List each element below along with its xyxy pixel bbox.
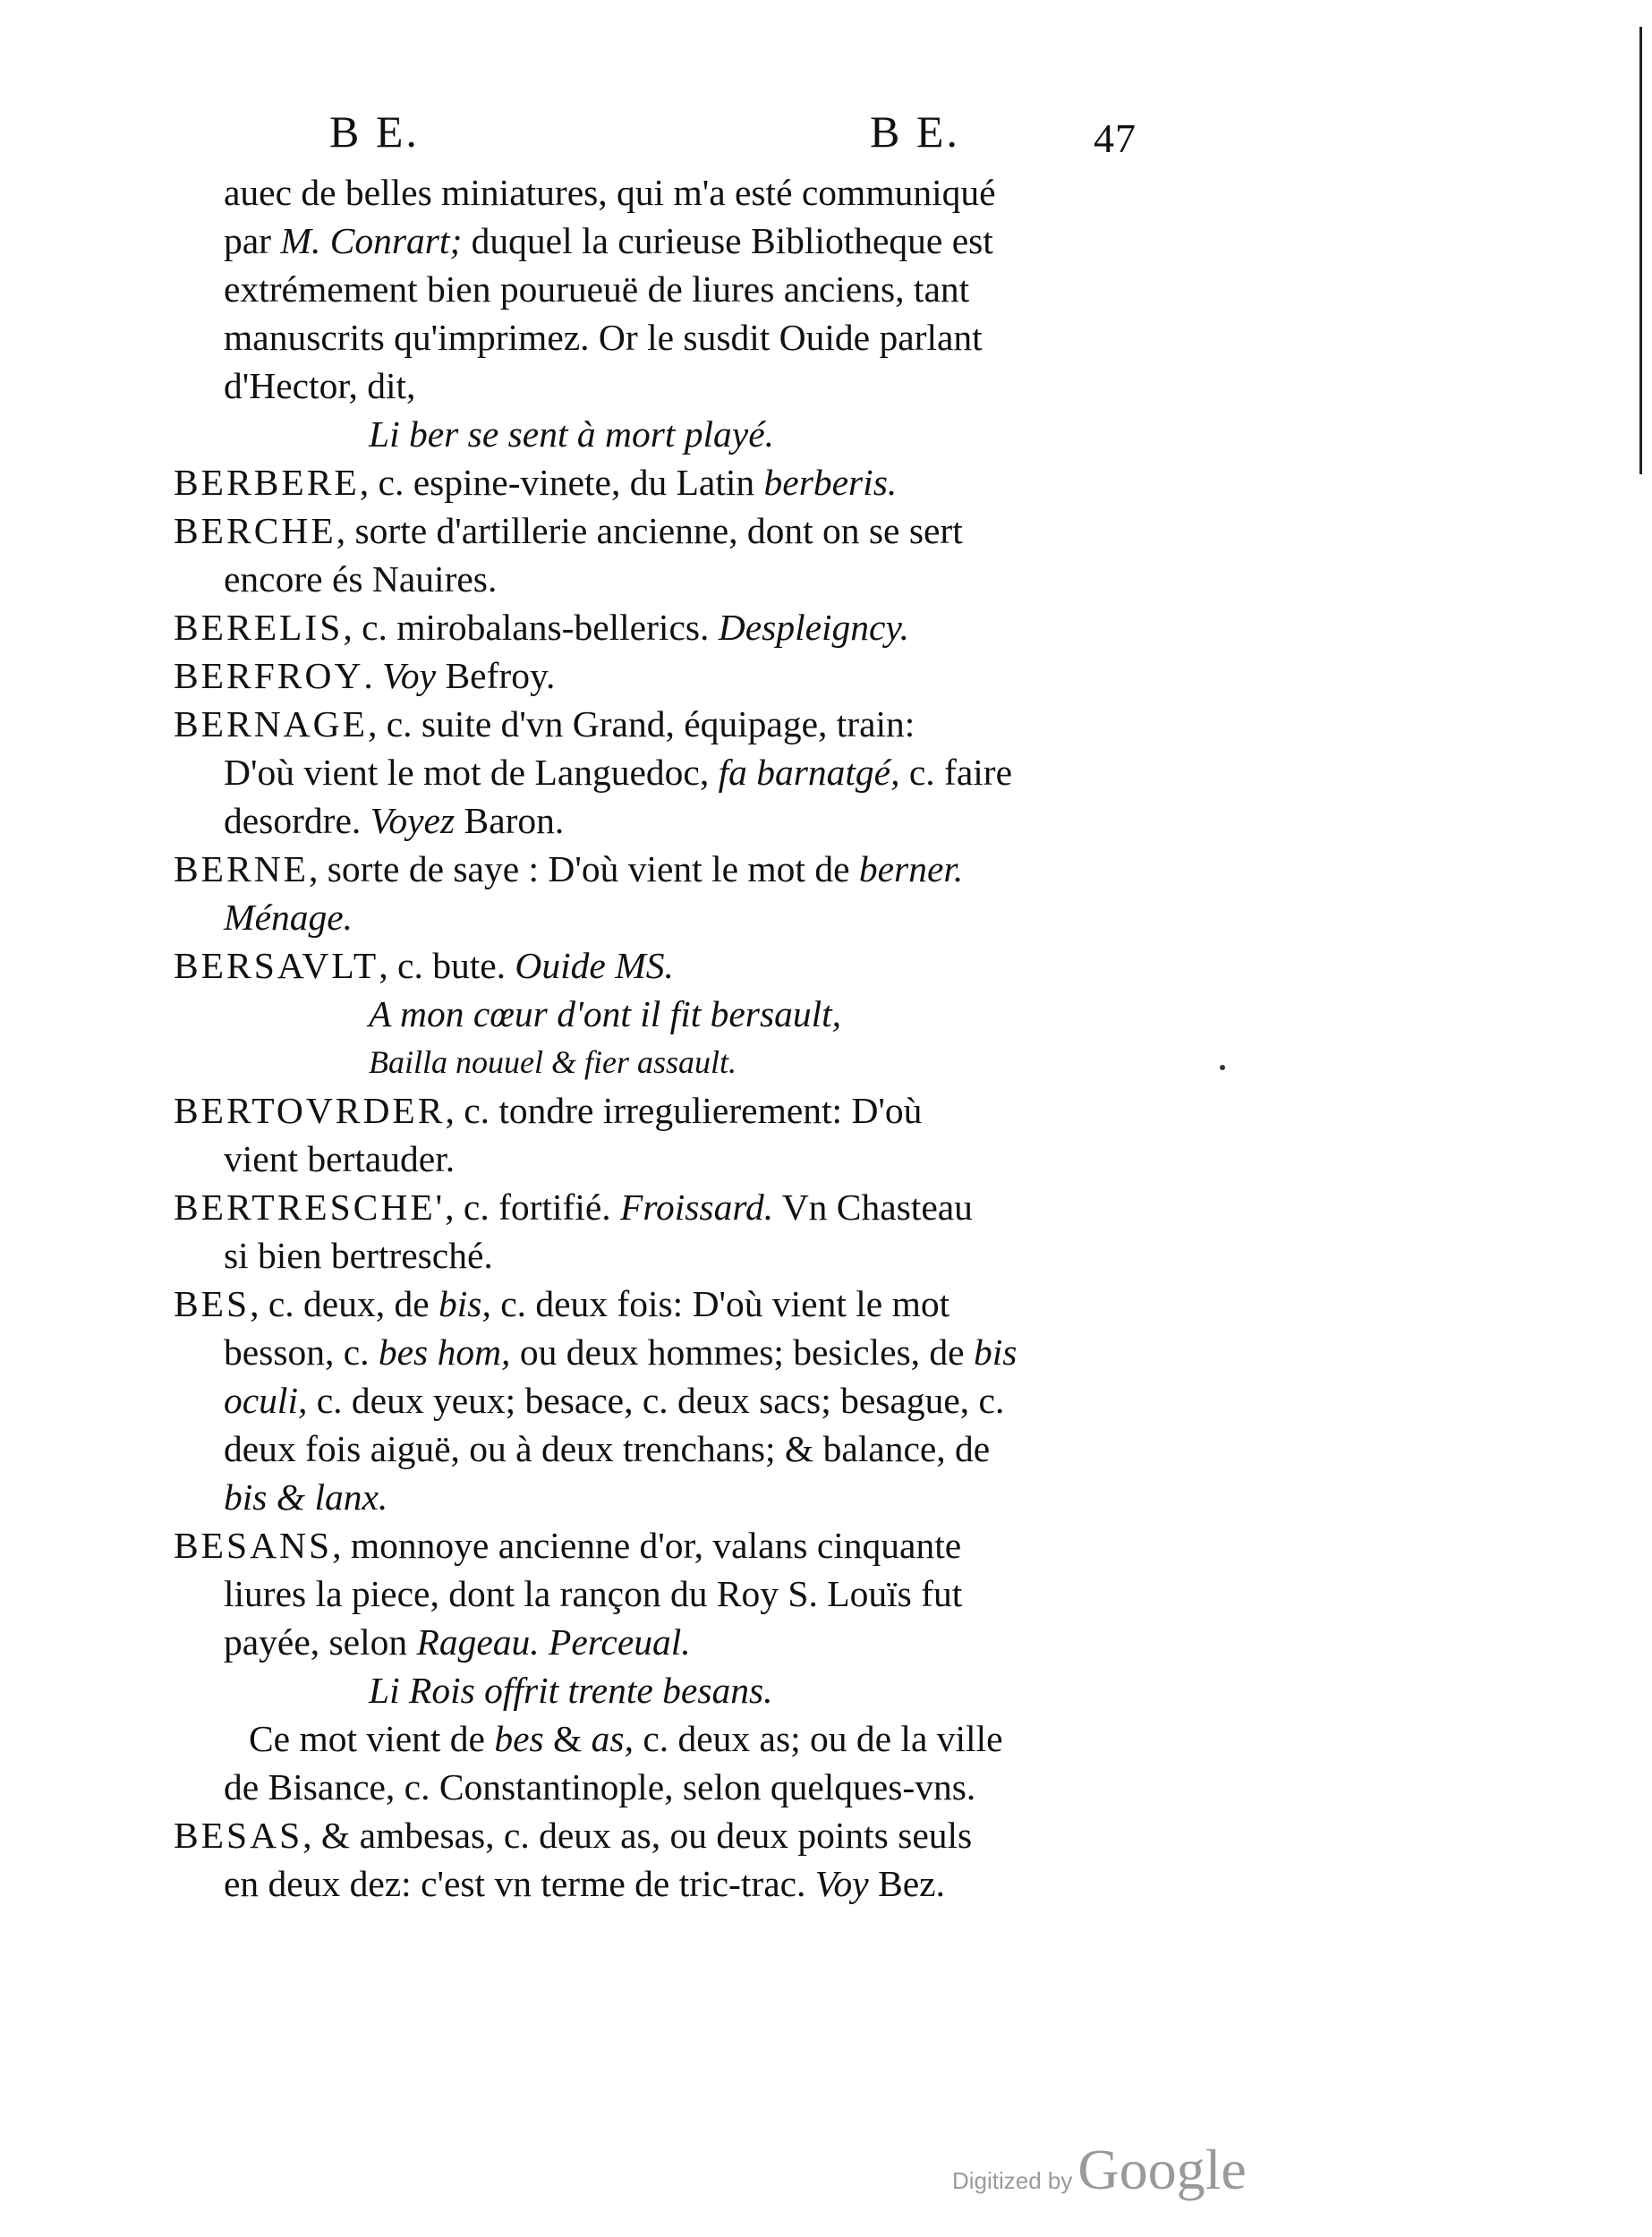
text-segment: c. deux yeux; besace, c. deux sacs; besague, c. [307,1380,1005,1421]
text-segment: besson, c. [224,1331,379,1373]
entry-headword: BERCHE [174,510,336,551]
text-segment: Voy [814,1863,869,1904]
entry-headword: BERBERE [174,462,360,503]
text-segment: A mon cœur d'ont il fit bersault, [369,993,842,1034]
text-segment: , c. bute. [379,945,515,986]
text-segment: Bailla nouuel & fier assault. [369,1044,737,1080]
entry-headword: BERNE [174,848,310,889]
text-segment: , sorte d'artillerie ancienne, dont on se sert [336,510,963,551]
text-line [174,1521,1176,1569]
watermark-small-text: Digitized by [952,2167,1073,2194]
running-head-left: B E. [329,106,420,157]
entry-headword: BERNAGE [174,703,368,744]
text-line [174,555,1176,603]
text-segment: , c. espine-vinete, du Latin [359,462,764,503]
text-segment: ou deux hommes; besicles, de [510,1331,974,1373]
text-segment: vient bertauder. [224,1138,456,1179]
text-segment: deux fois aiguë, ou à deux trenchans; & balance, de [224,1428,991,1469]
entry-headword: BERFROY [174,655,364,696]
text-line [174,1135,1176,1183]
text-segment: . [363,655,383,696]
text-line [174,1086,1176,1135]
text-segment: par [224,220,281,261]
text-segment: Li Rois offrit trente besans. [369,1670,773,1711]
text-segment: Rageau. [416,1621,540,1663]
text-segment: Ménage. [224,897,353,938]
text-segment: desordre. [224,800,370,841]
scan-speck [1220,1065,1225,1070]
text-line [174,1280,1176,1328]
text-line [174,1231,1176,1280]
text-line [174,651,1176,700]
text-segment: bis & lanx. [224,1476,388,1518]
text-line [174,458,1176,506]
text-segment: Baron. [455,800,565,841]
text-line [174,410,1176,458]
text-line [174,1425,1176,1473]
text-segment: , c. suite d'vn Grand, équipage, train: [367,703,915,744]
text-segment: , & ambesas, c. deux as, ou deux points seuls [302,1815,973,1856]
watermark-logo-text: Google [1077,2138,1247,2201]
page-number: 47 [1094,115,1137,161]
text-line [174,796,1176,845]
text-segment: c. faire [899,752,1013,793]
entry-headword: BERELIS [174,607,344,648]
text-segment: Ouide MS. [515,945,674,986]
text-line [174,1811,1176,1859]
digitized-watermark [952,2137,1247,2203]
text-segment: c. deux fois: D'où vient le mot [490,1283,950,1324]
text-segment: fa barnatgé, [718,752,900,793]
text-segment: Voyez [370,800,456,841]
text-segment: Li ber se sent à mort playé. [369,413,774,455]
text-segment: duquel la curieuse Bibliotheque est [462,220,993,261]
text-segment: Ce mot vient de [249,1718,495,1759]
text-line [174,990,1176,1038]
text-segment: bis [973,1331,1018,1373]
text-segment: de Bisance, c. Constantinople, selon quelques-vns. [224,1766,976,1807]
text-segment: Befroy. [436,655,556,696]
text-segment: extrémement bien pourueuë de liures anciens, tant [224,268,970,310]
text-line [174,1714,1176,1763]
text-line [174,941,1176,990]
text-line [174,700,1176,748]
text-segment: , c. fortifié. [445,1187,621,1228]
text-segment: manuscrits qu'imprimez. Or le susdit Ouide parlant [224,317,983,358]
text-line [174,1038,1176,1086]
text-segment: D'où vient le mot de Languedoc, [224,752,719,793]
text-segment: bes hom, [378,1331,511,1373]
text-segment: auec de belles miniatures, qui m'a esté communiqué [224,172,996,213]
text-segment: Bez. [868,1863,945,1904]
text-segment: Voy [382,655,437,696]
text-line [174,313,1176,361]
text-segment: encore és Nauires. [224,558,498,600]
entry-headword: BERTOVRDER [174,1090,446,1131]
text-segment: en deux dez: c'est vn terme de tric-trac. [224,1863,815,1904]
text-line [174,1183,1176,1231]
text-segment: Froissard. [620,1187,774,1228]
text-line [174,217,1176,265]
text-segment: bes [494,1718,544,1759]
text-segment: & [543,1718,592,1759]
text-segment: M. Conrart; [280,220,463,261]
text-segment [540,1621,549,1663]
text-line [174,603,1176,651]
text-segment: Despleigncy. [718,607,909,648]
text-segment: , c. deux, de [250,1283,439,1324]
running-head-center: B E. [870,106,960,157]
text-line [174,168,1176,217]
entry-headword: BERTRESCHE' [174,1187,446,1228]
text-line [174,361,1176,410]
text-segment: liures la piece, dont la rançon du Roy S. Louïs fut [224,1573,963,1614]
text-segment: , c. mirobalans-bellerics. [343,607,719,648]
text-line [174,748,1176,796]
text-segment: payée, selon [224,1621,417,1663]
text-segment: Perceual. [549,1621,691,1663]
entry-headword: BES [174,1283,251,1324]
entry-headword: BESAS [174,1815,303,1856]
text-line [174,1618,1176,1666]
text-segment: oculi, [224,1380,308,1421]
text-segment: c. deux as; ou de la ville [633,1718,1003,1759]
text-segment: , monnoye ancienne d'or, valans cinquante [332,1525,962,1566]
text-line [174,265,1176,313]
text-segment: as, [591,1718,634,1759]
text-segment: bis, [439,1283,491,1324]
text-line [174,1666,1176,1714]
text-line [174,1859,1176,1908]
entry-headword: BESANS [174,1525,333,1566]
text-line [174,1763,1176,1811]
text-line [174,1376,1176,1425]
text-line [174,1473,1176,1521]
scan-edge-rule [1639,27,1642,474]
entry-headword: BERSAVLT [174,945,379,986]
text-line [174,845,1176,893]
text-segment: d'Hector, dit, [224,365,416,406]
text-line [174,506,1176,555]
text-line [174,1328,1176,1376]
text-segment: Vn Chasteau [773,1187,973,1228]
text-segment: si bien bertresché. [224,1235,493,1276]
text-line [174,1569,1176,1618]
text-segment: , c. tondre irregulierement: D'où [445,1090,923,1131]
text-segment: , sorte de saye : D'où vient le mot de [309,848,859,889]
text-line [174,893,1176,941]
dictionary-text [174,168,1176,1908]
text-segment: berberis. [763,462,898,503]
text-segment: berner. [858,848,964,889]
